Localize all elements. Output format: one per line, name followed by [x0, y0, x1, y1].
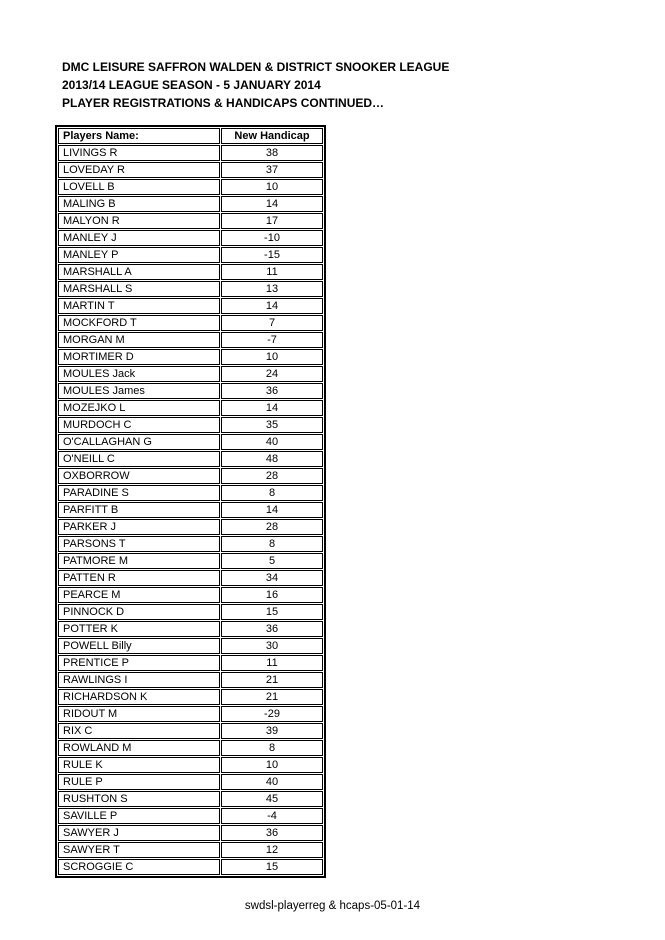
handicap-value-cell: 10: [221, 349, 323, 365]
column-header-new-handicap: New Handicap: [221, 128, 323, 144]
player-name-cell: PEARCE M: [58, 587, 220, 603]
table-row: [58, 859, 323, 875]
table-row: [58, 213, 323, 229]
player-name-cell: OXBORROW: [58, 468, 220, 484]
player-name-cell: MOULES James: [58, 383, 220, 399]
player-name-cell: MOZEJKO L: [58, 400, 220, 416]
player-name-cell: SAVILLE P: [58, 808, 220, 824]
player-name-cell: PRENTICE P: [58, 655, 220, 671]
player-name-cell: MORTIMER D: [58, 349, 220, 365]
table-row: [58, 842, 323, 858]
table-row: [58, 604, 323, 620]
table-row: [58, 791, 323, 807]
player-name-cell: O'NEILL C: [58, 451, 220, 467]
player-name-cell: MARSHALL S: [58, 281, 220, 297]
handicap-value-cell: 10: [221, 179, 323, 195]
table-row: [58, 757, 323, 773]
player-name-cell: MANLEY J: [58, 230, 220, 246]
handicap-value-cell: 39: [221, 723, 323, 739]
handicap-value-cell: 40: [221, 434, 323, 450]
player-name-cell: SCROGGIE C: [58, 859, 220, 875]
handicap-value-cell: 14: [221, 400, 323, 416]
table-row: [58, 315, 323, 331]
document-footer: swdsl-playerreg & hcaps-05-01-14: [244, 900, 421, 912]
handicap-value-cell: -4: [221, 808, 323, 824]
player-name-cell: RULE P: [58, 774, 220, 790]
handicap-value-cell: 11: [221, 264, 323, 280]
player-name-cell: PATMORE M: [58, 553, 220, 569]
table-row: [58, 723, 323, 739]
handicap-value-cell: 7: [221, 315, 323, 331]
player-name-cell: PARKER J: [58, 519, 220, 535]
table-row: [58, 400, 323, 416]
handicap-value-cell: 48: [221, 451, 323, 467]
handicap-value-cell: -15: [221, 247, 323, 263]
player-name-cell: MARSHALL A: [58, 264, 220, 280]
table-row: [58, 196, 323, 212]
player-name-cell: LIVINGS R: [58, 145, 220, 161]
table-row: [58, 162, 323, 178]
player-name-cell: MALYON R: [58, 213, 220, 229]
table-row: [58, 672, 323, 688]
table-row: [58, 825, 323, 841]
table-row: [58, 553, 323, 569]
player-name-cell: RIX C: [58, 723, 220, 739]
handicap-value-cell: 16: [221, 587, 323, 603]
handicap-value-cell: 28: [221, 468, 323, 484]
table-row: [58, 230, 323, 246]
player-name-cell: O'CALLAGHAN G: [58, 434, 220, 450]
player-name-cell: PARADINE S: [58, 485, 220, 501]
player-name-cell: MURDOCH C: [58, 417, 220, 433]
handicap-value-cell: 15: [221, 604, 323, 620]
handicap-value-cell: 14: [221, 298, 323, 314]
player-name-cell: PINNOCK D: [58, 604, 220, 620]
table-row: [58, 570, 323, 586]
document-header: [62, 58, 449, 112]
handicap-table-head: [58, 128, 323, 144]
table-row: [58, 468, 323, 484]
handicap-value-cell: -10: [221, 230, 323, 246]
table-row: [58, 536, 323, 552]
handicap-value-cell: 8: [221, 740, 323, 756]
handicap-value-cell: 36: [221, 825, 323, 841]
player-name-cell: RAWLINGS I: [58, 672, 220, 688]
table-row: [58, 587, 323, 603]
table-row: [58, 808, 323, 824]
handicap-value-cell: 8: [221, 536, 323, 552]
handicap-value-cell: 38: [221, 145, 323, 161]
handicap-value-cell: 45: [221, 791, 323, 807]
table-row: [58, 689, 323, 705]
player-name-cell: MANLEY P: [58, 247, 220, 263]
table-row: [58, 349, 323, 365]
table-row: [58, 179, 323, 195]
table-row: [58, 417, 323, 433]
table-row: [58, 298, 323, 314]
handicap-value-cell: 21: [221, 689, 323, 705]
table-row: [58, 638, 323, 654]
player-name-cell: RICHARDSON K: [58, 689, 220, 705]
player-name-cell: RUSHTON S: [58, 791, 220, 807]
handicap-value-cell: 36: [221, 621, 323, 637]
table-row: [58, 740, 323, 756]
handicap-value-cell: -29: [221, 706, 323, 722]
handicap-value-cell: 8: [221, 485, 323, 501]
table-row: [58, 706, 323, 722]
handicap-value-cell: 40: [221, 774, 323, 790]
handicap-value-cell: -7: [221, 332, 323, 348]
handicap-value-cell: 24: [221, 366, 323, 382]
handicap-value-cell: 17: [221, 213, 323, 229]
player-name-cell: LOVEDAY R: [58, 162, 220, 178]
player-name-cell: POWELL Billy: [58, 638, 220, 654]
player-name-cell: SAWYER J: [58, 825, 220, 841]
handicap-value-cell: 21: [221, 672, 323, 688]
handicap-value-cell: 36: [221, 383, 323, 399]
handicap-value-cell: 15: [221, 859, 323, 875]
handicap-value-cell: 5: [221, 553, 323, 569]
table-row: [58, 621, 323, 637]
table-row: [58, 383, 323, 399]
header-line-league-title: DMC LEISURE SAFFRON WALDEN & DISTRICT SNOOKER LEAGUE: [62, 60, 450, 74]
table-row: [58, 281, 323, 297]
handicap-table: [55, 125, 326, 878]
handicap-value-cell: 37: [221, 162, 323, 178]
table-row: [58, 774, 323, 790]
player-name-cell: ROWLAND M: [58, 740, 220, 756]
player-name-cell: LOVELL B: [58, 179, 220, 195]
table-row: [58, 485, 323, 501]
player-name-cell: MOCKFORD T: [58, 315, 220, 331]
table-row: [58, 145, 323, 161]
table-row: [58, 332, 323, 348]
player-name-cell: PARSONS T: [58, 536, 220, 552]
handicap-value-cell: 14: [221, 196, 323, 212]
handicap-value-cell: 11: [221, 655, 323, 671]
header-line-registrations: PLAYER REGISTRATIONS & HANDICAPS CONTINUED…: [62, 96, 385, 110]
player-name-cell: MORGAN M: [58, 332, 220, 348]
player-name-cell: RULE K: [58, 757, 220, 773]
player-name-cell: PARFITT B: [58, 502, 220, 518]
table-row: [58, 655, 323, 671]
table-row: [58, 434, 323, 450]
handicap-value-cell: 14: [221, 502, 323, 518]
handicap-value-cell: 34: [221, 570, 323, 586]
player-name-cell: SAWYER T: [58, 842, 220, 858]
handicap-value-cell: 13: [221, 281, 323, 297]
player-name-cell: MALING B: [58, 196, 220, 212]
table-row: [58, 264, 323, 280]
player-name-cell: POTTER K: [58, 621, 220, 637]
handicap-value-cell: 10: [221, 757, 323, 773]
player-name-cell: MOULES Jack: [58, 366, 220, 382]
handicap-value-cell: 28: [221, 519, 323, 535]
table-row: [58, 247, 323, 263]
handicap-value-cell: 30: [221, 638, 323, 654]
header-line-season: 2013/14 LEAGUE SEASON - 5 JANUARY 2014: [62, 78, 321, 92]
handicap-value-cell: 12: [221, 842, 323, 858]
table-row: [58, 366, 323, 382]
table-header-row: [58, 128, 323, 144]
table-row: [58, 451, 323, 467]
table-row: [58, 519, 323, 535]
handicap-value-cell: 35: [221, 417, 323, 433]
table-row: [58, 502, 323, 518]
player-name-cell: RIDOUT M: [58, 706, 220, 722]
player-name-cell: PATTEN R: [58, 570, 220, 586]
column-header-players-name: Players Name:: [58, 128, 220, 144]
player-name-cell: MARTIN T: [58, 298, 220, 314]
handicap-table-body: [58, 145, 323, 875]
